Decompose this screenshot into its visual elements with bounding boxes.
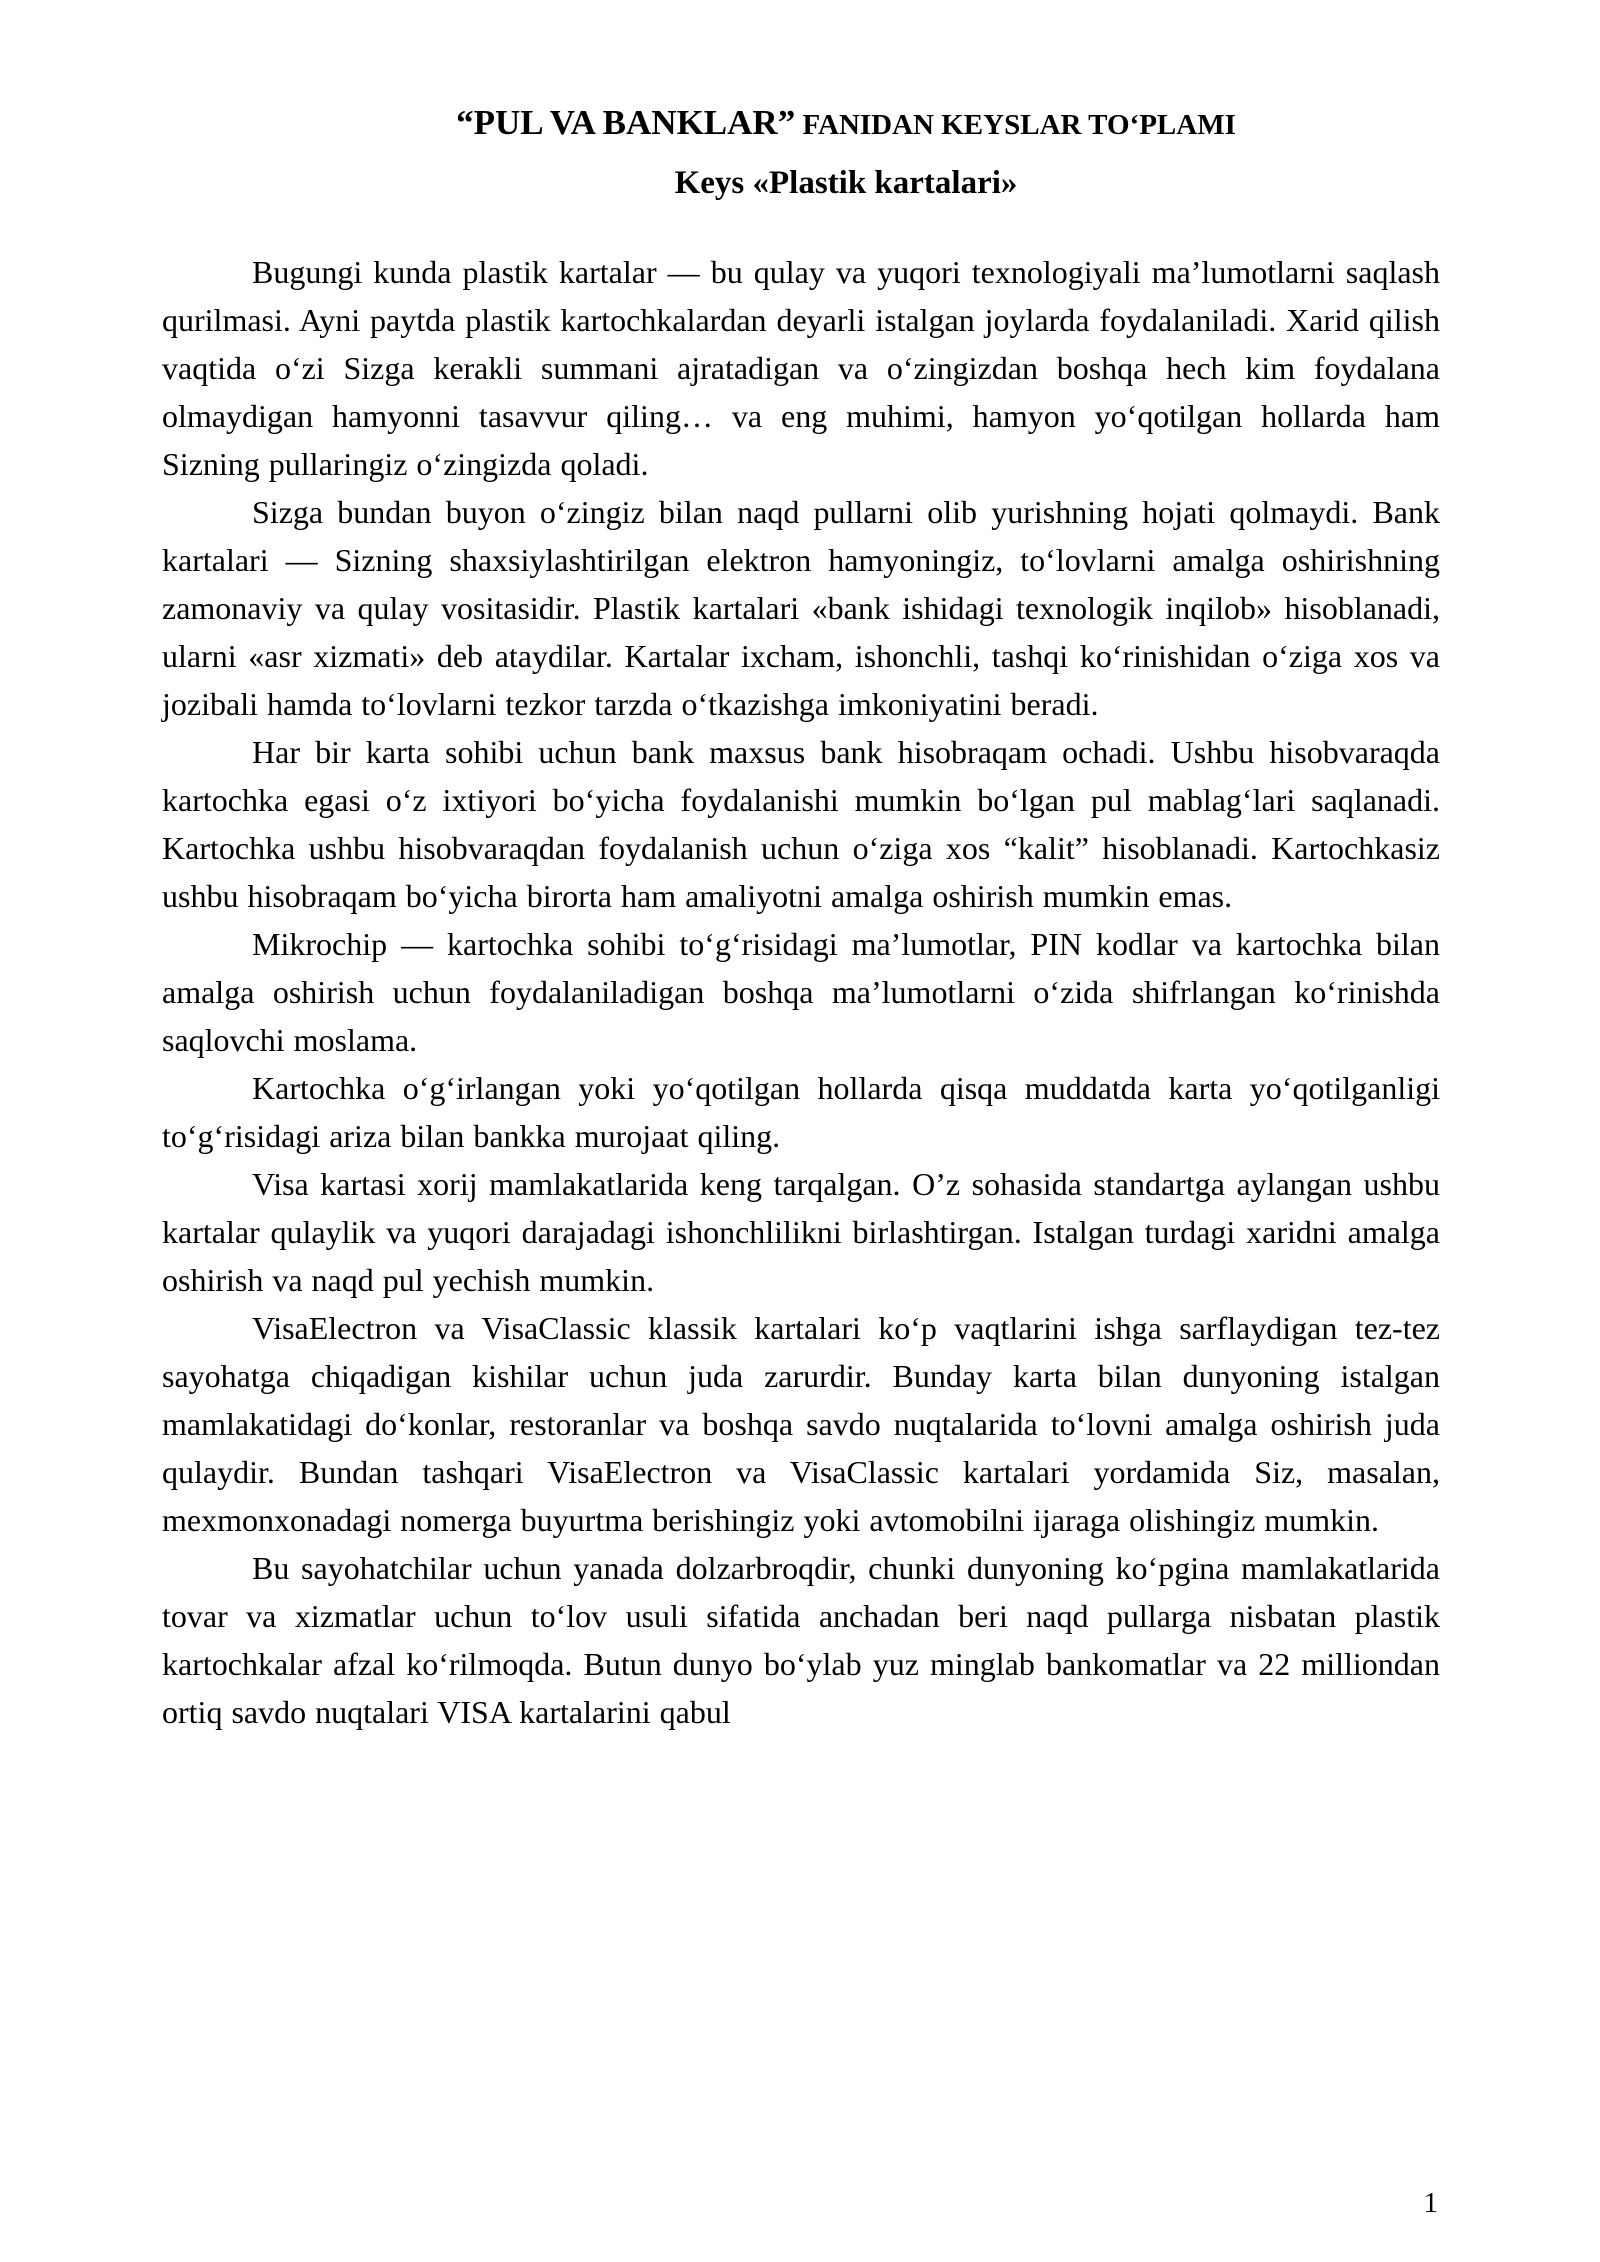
document-title [162, 103, 1440, 143]
document-subtitle: Keys «Plastik kartalari» [674, 165, 1018, 201]
paragraph: Sizga bundan buyon o‘zingiz bilan naqd pullarni olib yurishning hojati qolmaydi. Bank kartalari — Sizning shaxsiylashtirilgan elektron hamyoningiz, to‘lovlarni amalga oshirishning zamonaviy va qulay vositasidir. Plastik kartalari «bank ishidagi texnologik inqilob» hisoblanadi, ularni «asr xizmati» deb ataydilar. Kartalar ixcham, ishonchli, tashqi ko‘rinishidan o‘ziga xos va jozibali hamda to‘lovlarni tezkor tarzda o‘tkazishga imkoniyatini beradi. [162, 494, 1440, 722]
paragraph: Visa kartasi xorij mamlakatlarida keng tarqalgan. O’z sohasida standartga aylangan ushbu kartalar qulaylik va yuqori darajadagi ishonchlilikni birlashtirgan. Istalgan turdagi xaridni amalga oshirish va naqd pul yechish mumkin. [162, 1166, 1440, 1298]
paragraph: Har bir karta sohibi uchun bank maxsus bank hisobraqam ochadi. Ushbu hisobvaraqda kartochka egasi o‘z ixtiyori bo‘yicha foydalanishi mumkin bo‘lgan pul mablag‘lari saqlanadi. Kartochka ushbu hisobvaraqdan foydalanish uchun o‘ziga xos “kalit” hisoblanadi. Kartochkasiz ushbu hisobraqam bo‘yicha birorta ham amaliyotni amalga oshirish mumkin emas. [162, 734, 1440, 914]
document-title-subpart: FANIDAN KEYSLAR TO‘PLAMI [795, 109, 1236, 141]
paragraph: Bugungi kunda plastik kartalar — bu qulay va yuqori texnologiyali ma’lumotlarni saqlash qurilmasi. Ayni paytda plastik kartochkalardan deyarli istalgan joylarda foydalaniladi. Xarid qilish vaqtida o‘zi Sizga kerakli summani ajratadigan va o‘zingizdan boshqa hech kim foydalana olmaydigan hamyonni tasavvur qiling… va eng muhimi, hamyon yo‘qotilgan hollarda ham Sizning pullaringiz o‘zingizda qoladi. [162, 254, 1440, 482]
document-title-main: “PUL VA BANKLAR” [456, 103, 796, 142]
document-body [162, 248, 1440, 1736]
paragraph: Mikrochip — kartochka sohibi to‘g‘risidagi ma’lumotlar, PIN kodlar va kartochka bilan amalga oshirish uchun foydalaniladigan boshqa ma’lumotlarni o‘zida shifrlangan ko‘rinishda saqlovchi moslama. [162, 926, 1440, 1058]
paragraph: Bu sayohatchilar uchun yanada dolzarbroqdir, chunki dunyoning ko‘pgina mamlakatlarida tovar va xizmatlar uchun to‘lov usuli sifatida anchadan beri naqd pullarga nisbatan plastik kartochkalar afzal ko‘rilmoqda. Butun dunyo bo‘ylab yuz minglab bankomatlar va 22 milliondan ortiq savdo nuqtalari VISA kartalarini qabul [162, 1550, 1440, 1730]
paragraph: VisaElectron va VisaClassic klassik kartalari ko‘p vaqtlarini ishga sarflaydigan tez-tez sayohatga chiqadigan kishilar uchun juda zarurdir. Bunday karta bilan dunyoning istalgan mamlakatidagi do‘konlar, restoranlar va boshqa savdo nuqtalarida to‘lovni amalga oshirish juda qulaydir. Bundan tashqari VisaElectron va VisaClassic kartalari yordamida Siz, masalan, mexmonxonadagi nomerga buyurtma berishingiz yoki avtomobilni ijaraga olishingiz mumkin. [162, 1310, 1440, 1538]
page-number: 1 [1423, 2187, 1438, 2219]
paragraph: Kartochka o‘g‘irlangan yoki yo‘qotilgan hollarda qisqa muddatda karta yo‘qotilganligi to‘g‘risidagi ariza bilan bankka murojaat qiling. [162, 1070, 1440, 1154]
